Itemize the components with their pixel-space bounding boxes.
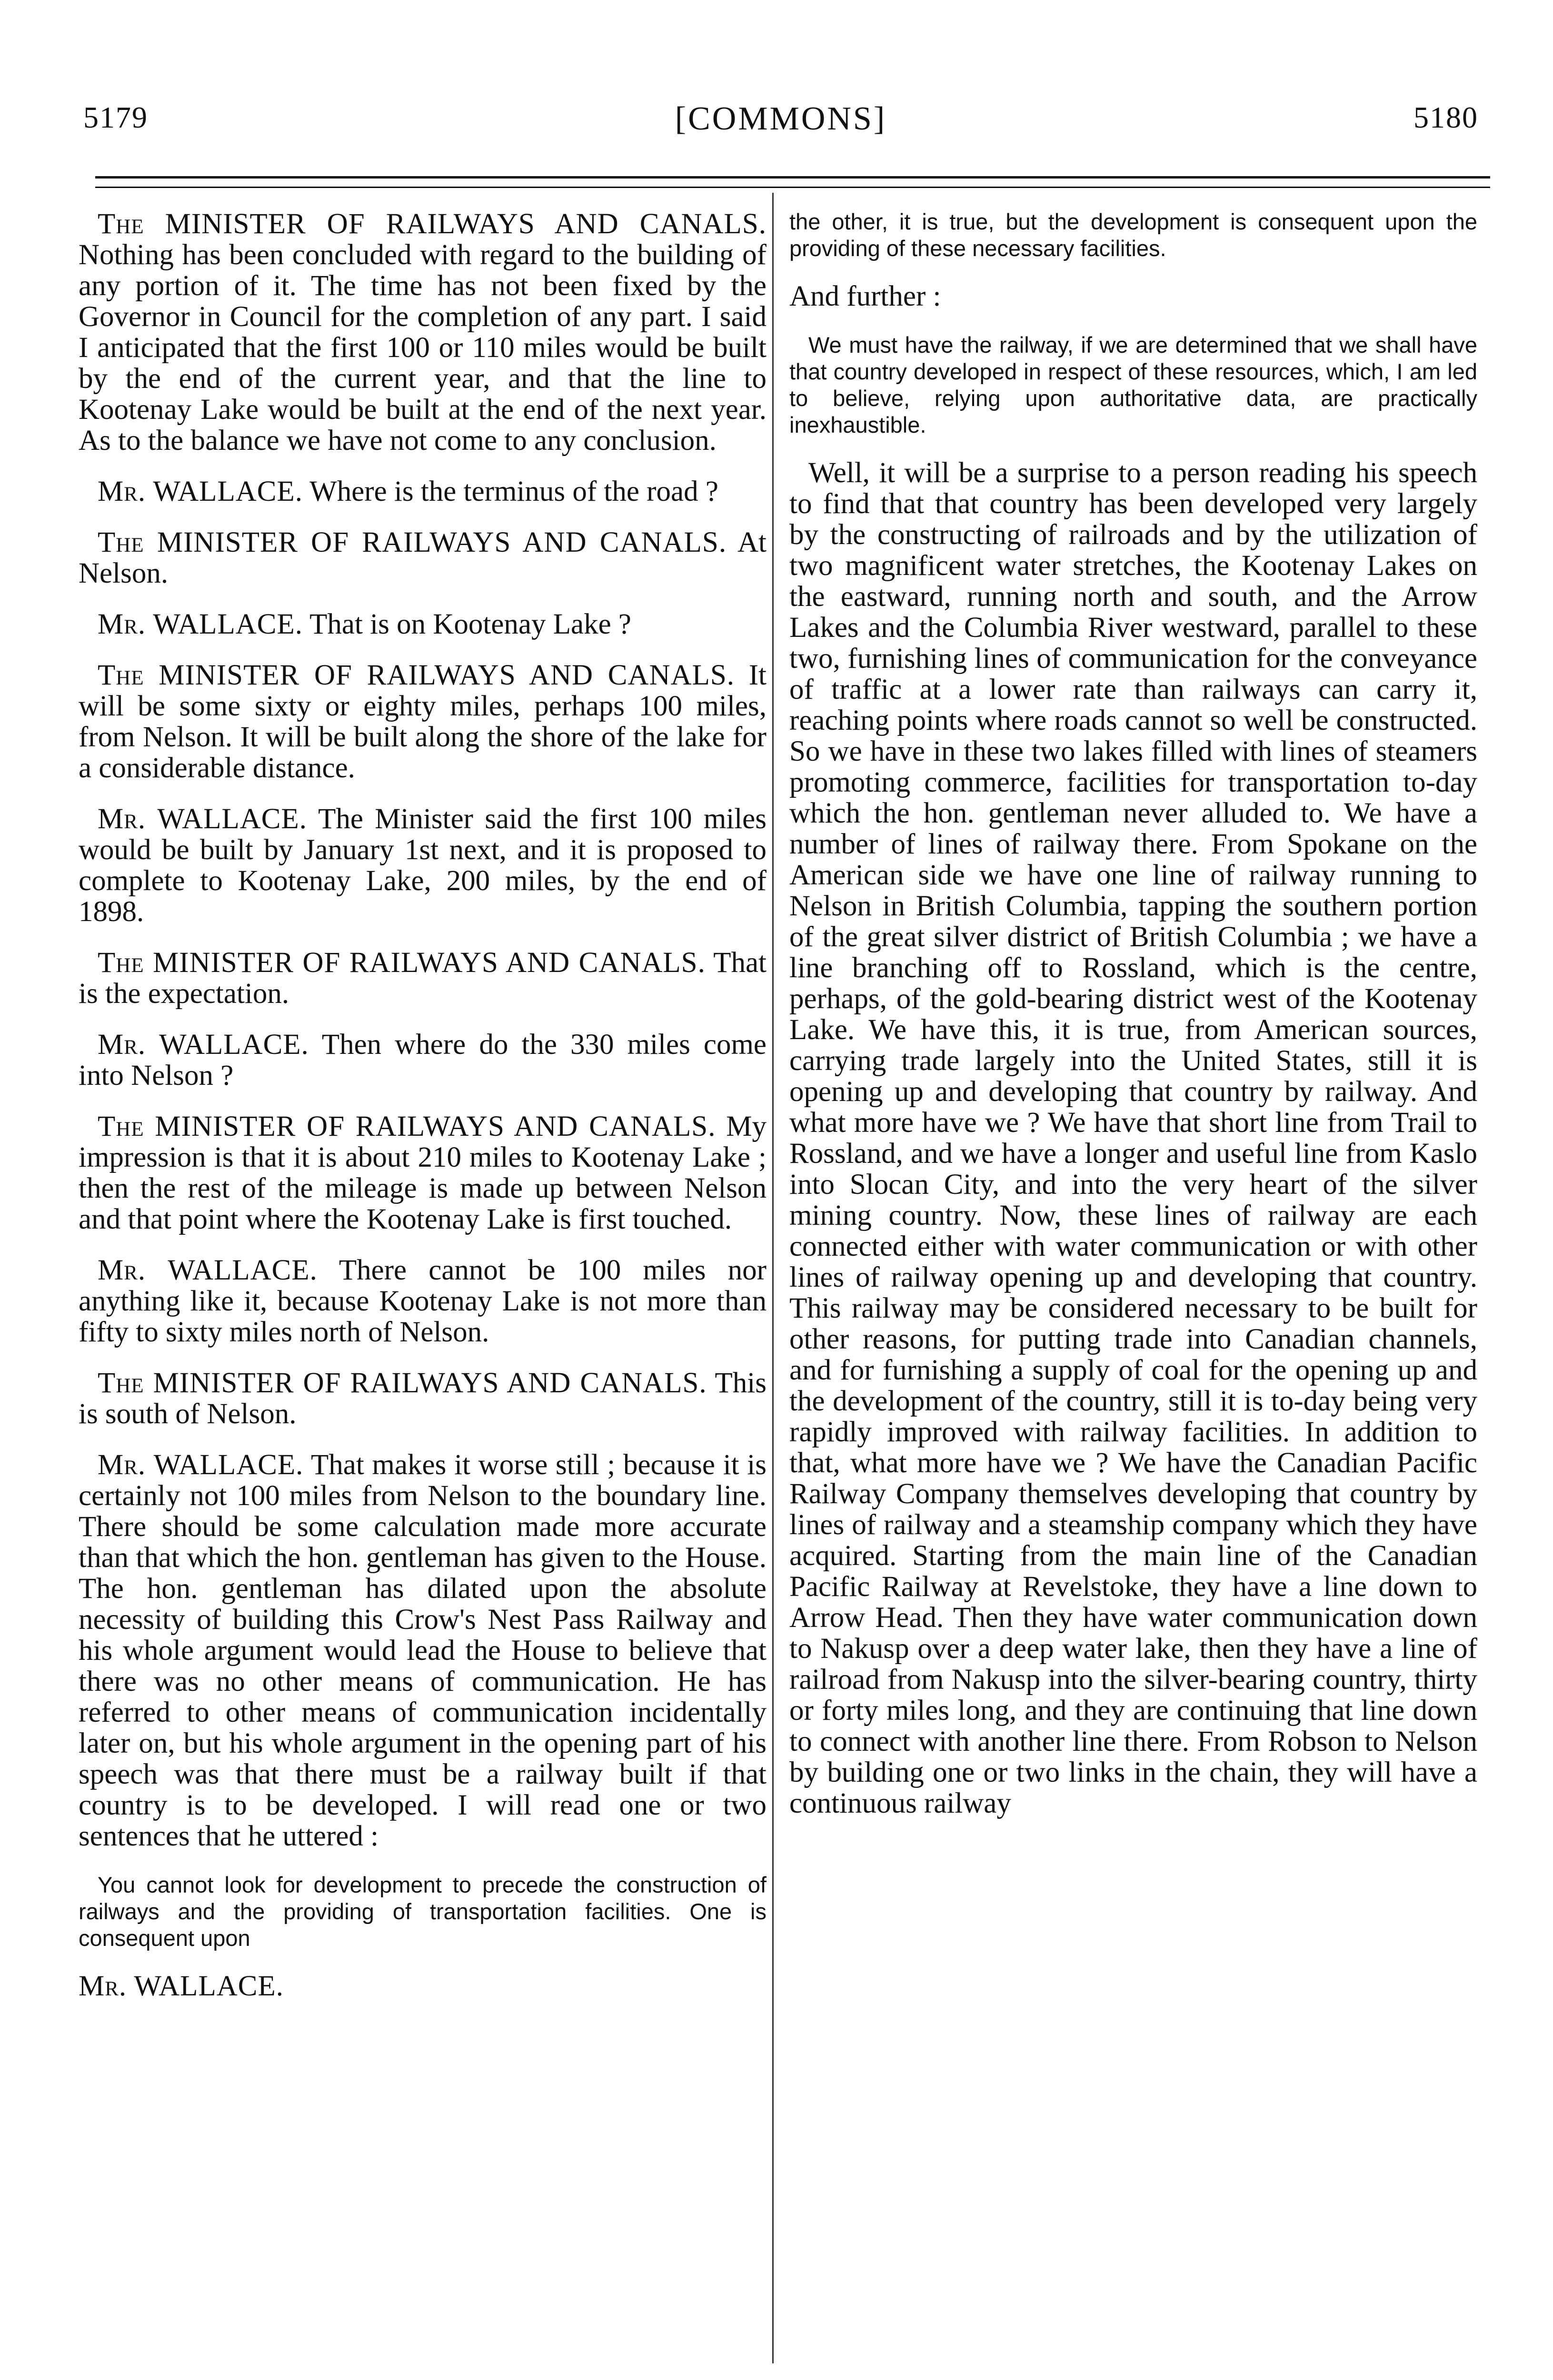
- speaker-name: The MINISTER OF RAILWAYS AND CANALS.: [98, 208, 767, 240]
- right-column: [789, 208, 1477, 1839]
- speech-paragraph: [79, 1368, 767, 1429]
- speech-paragraph: [79, 609, 767, 640]
- speaker-name: The MINISTER OF RAILWAYS AND CANALS.: [98, 1367, 707, 1399]
- quoted-passage-continuation: the other, it is true, but the development is consequent upon the providing of these necessary facilities.: [789, 209, 1477, 261]
- transition-text: And further :: [789, 280, 941, 312]
- speaker-name: The MINISTER OF RAILWAYS AND CANALS.: [98, 659, 735, 691]
- speech-paragraph: [79, 1111, 767, 1235]
- speech-text: Where is the terminus of the road ?: [309, 476, 718, 507]
- header-rule-bottom: [95, 187, 1490, 188]
- speech-paragraph: [79, 660, 767, 783]
- page-number-left: 5179: [83, 100, 148, 134]
- speaker-name: Mr. WALLACE.: [98, 803, 307, 835]
- speaker-name: The MINISTER OF RAILWAYS AND CANALS.: [98, 947, 706, 979]
- speech-text: There cannot be 100 miles nor anything like it, because Kootenay Lake is not more than fifty to sixty miles north of Nelson.: [79, 1254, 767, 1348]
- speech-text: At Nelson.: [79, 526, 767, 589]
- speech-paragraph: [79, 1029, 767, 1091]
- speaker-name: Mr. WALLACE.: [98, 1449, 304, 1481]
- speaker-name: The MINISTER OF RAILWAYS AND CANALS.: [98, 1111, 716, 1142]
- speech-text: Then where do the 330 miles come into Nelson ?: [79, 1029, 767, 1091]
- speech-paragraph: [79, 947, 767, 1009]
- column-divider: [772, 193, 774, 2363]
- speech-paragraph: [79, 527, 767, 589]
- speech-paragraph: [79, 476, 767, 507]
- page-number-right: 5180: [1414, 100, 1478, 134]
- speech-text: That is the expectation.: [79, 947, 767, 1010]
- quoted-passage: We must have the railway, if we are determined that we shall have that country developed in respect of these resources, which, I am led to believe, relying upon authoritative data, are practically inexhaustible.: [789, 332, 1477, 437]
- speech-text: My impression is that it is about 210 miles to Kootenay Lake ; then the rest of the mileage is made up between Nelson and that point where the Kootenay Lake is first touched.: [79, 1111, 767, 1235]
- speaker-name: Mr. WALLACE.: [98, 608, 303, 640]
- left-column: [79, 208, 767, 2022]
- speech-text: The Minister said the first 100 miles would be built by January 1st next, and it is proposed to complete to Kootenay Lake, 200 miles, by the end of 1898.: [79, 803, 767, 928]
- speech-paragraph: [79, 208, 767, 456]
- catchword-speaker: Mr. WALLACE.: [79, 1970, 284, 2002]
- speech-paragraph: [79, 1255, 767, 1348]
- speech-paragraph: [79, 803, 767, 927]
- speech-paragraph: [79, 1449, 767, 1852]
- speaker-name: The MINISTER OF RAILWAYS AND CANALS.: [98, 526, 727, 558]
- speech-text: That makes it worse still ; because it is certainly not 100 miles from Nelson to the boundary line. There should be some calculation made more accurate than that which the hon. gentleman has given to the House. The hon. gentleman has dilated upon the absolute necessity of building this Crow's Nest Pass Railway and his whole argument would lead the House to believe that there was no other means of communication. He has referred to other means of communication incidentally later on, but his whole argument in the opening part of his speech was that there must be a railway built if that country is to be developed. I will read one or two sentences that he uttered :: [79, 1449, 767, 1852]
- footer-catchword: [79, 1971, 767, 2002]
- running-title: [COMMONS]: [675, 100, 887, 137]
- speech-text: This is south of Nelson.: [79, 1367, 767, 1430]
- quoted-passage: You cannot look for development to precede the construction of railways and the providing of transportation facilities. One is consequent upon: [79, 1872, 767, 1951]
- speech-text: Nothing has been concluded with regard to the building of any portion of it. The time has not been fixed by the Governor in Council for the completion of any part. I said I anticipated that the first 100 or 110 miles would be built by the end of the current year, and that the line to Kootenay Lake would be built at the end of the next year. As to the balance we have not come to any conclusion.: [79, 239, 767, 456]
- speech-text: Well, it will be a surprise to a person reading his speech to find that that country has been developed very largely by the constructing of railroads and by the utilization of two magnificent water stretches, the Kootenay Lakes on the eastward, running north and south, and the Arrow Lakes and the Columbia River westward, parallel to these two, furnishing lines of communication for the conveyance of traffic at a lower rate than railways can carry it, reaching points where roads cannot so well be constructed. So we have in these two lakes filled with lines of steamers promoting commerce, facilities for transportation to-day which the hon. gentleman never alluded to. We have a number of lines of railway there. From Spokane on the American side we have one line of railway running to Nelson in British Columbia, tapping the southern portion of the great silver district of British Columbia ; we have a line branching off to Rossland, which is the centre, perhaps, of the gold-bearing district west of the Kootenay Lake. We have this, it is true, from American sources, carrying trade largely into the United States, still it is opening up and developing that country by railway. And what more have we ? We have that short line from Trail to Rossland, and we have a longer and useful line from Kaslo into Slocan City, and into the very heart of the silver mining country. Now, these lines of railway are each connected either with water communication or with other lines of railway opening up and developing that country. This railway may be considered necessary to be built for other reasons, for putting trade into Canadian channels, and for furnishing a supply of coal for the opening up and the development of the country, still it is to-day being very rapidly improved with railway facilities. In addition to that, what more have we ? We have the Canadian Pacific Railway Company themselves developing that country by lines of railway and a steamship company which they have acquired. Starting from the main line of the Canadian Pacific Railway at Revelstoke, they have a line down to Arrow Head. Then they have water communication down to Nakusp over a deep water lake, then they have a line of railroad from Nakusp into the silver-bearing country, thirty or forty miles long, and they are continuing that line down to connect with another line there. From Robson to Nelson by building one or two links in the chain, they will have a continuous railway: [789, 457, 1477, 1819]
- page-header: [83, 100, 1478, 143]
- speech-text: That is on Kootenay Lake ?: [309, 608, 631, 640]
- speaker-name: Mr. WALLACE.: [98, 476, 303, 507]
- speaker-name: Mr. WALLACE.: [98, 1029, 309, 1061]
- header-rule-top: [95, 176, 1490, 178]
- speaker-name: Mr. WALLACE.: [98, 1254, 318, 1286]
- speech-text: It will be some sixty or eighty miles, perhaps 100 miles, from Nelson. It will be built along the shore of the lake for a considerable distance.: [79, 659, 767, 784]
